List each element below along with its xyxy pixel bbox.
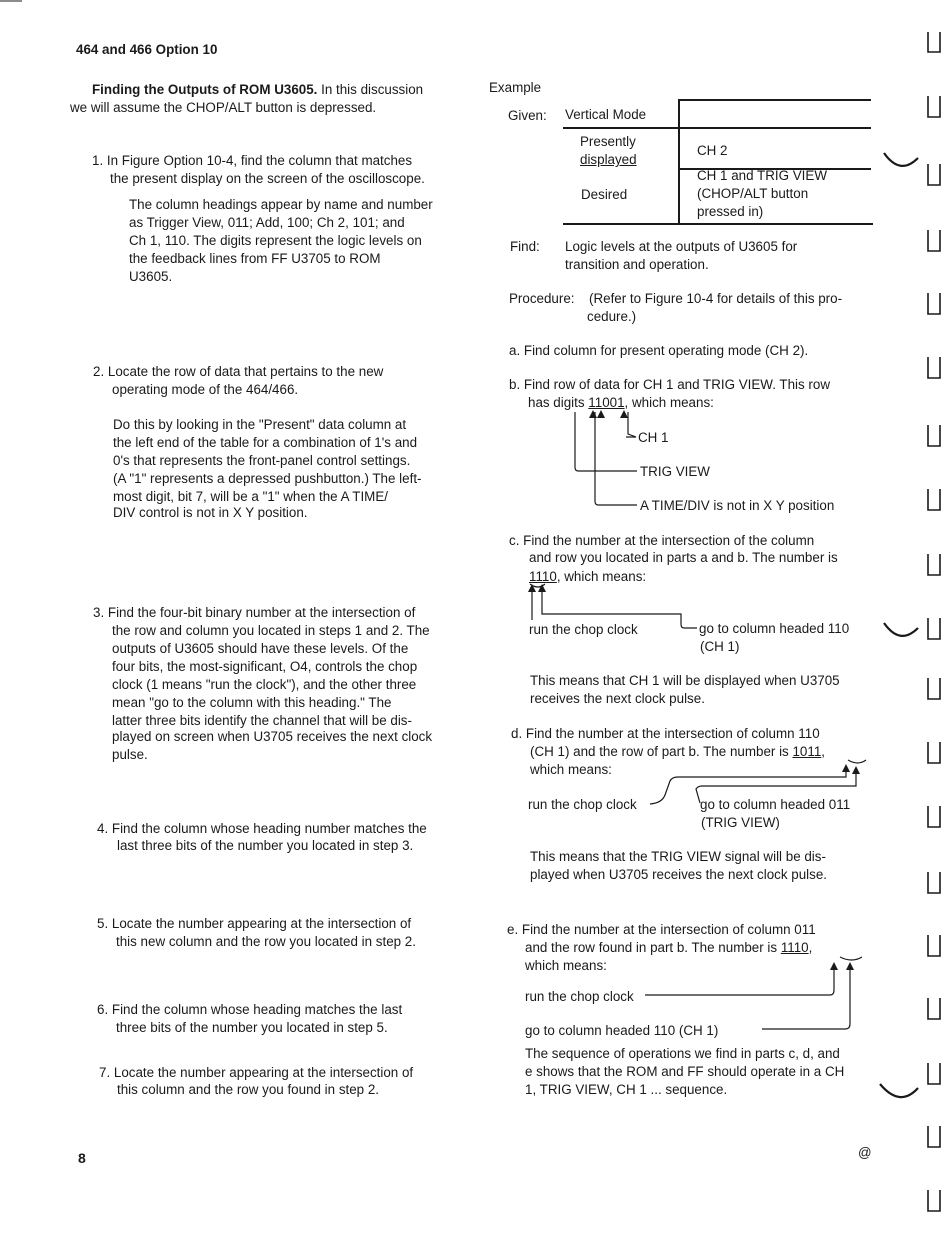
step-c-after: receives the next clock pulse. — [530, 691, 705, 706]
b-arrow-time — [595, 412, 637, 505]
find-text: transition and operation. — [565, 257, 709, 272]
table-row1-right: CH 2 — [697, 143, 728, 158]
step-5-line: 5. Locate the number appearing at the intersection of — [97, 916, 412, 931]
c-arrow-go — [542, 592, 697, 628]
step-3-line: outputs of U3605 should have these levels. Of the — [112, 641, 409, 656]
step-c-line: and row you located in parts a and b. The number is — [529, 550, 838, 565]
arrowhead — [846, 962, 854, 970]
digits-11001: 11001 — [588, 395, 625, 410]
arrowhead — [852, 766, 860, 774]
table-row1-left: displayed — [580, 152, 637, 167]
step-4-line: last three bits of the number you located in step 3. — [117, 838, 414, 853]
example-label: Example — [489, 80, 542, 95]
intro-line-2: we will assume the CHOP/ALT button is depressed. — [70, 100, 377, 115]
arrowhead — [528, 584, 536, 592]
step-1-note-line: as Trigger View, 011; Add, 100; Ch 2, 101; and — [129, 215, 405, 230]
step-d-text: (CH 1) and the row of part b. The number is — [530, 744, 793, 759]
step-c-line: c. Find the number at the intersection of the column — [509, 533, 815, 548]
step-3-line: four bits, the most-significant, O4, controls the chop — [112, 659, 418, 674]
digits-1011: 1011 — [792, 744, 822, 759]
find-text: Logic levels at the outputs of U3605 for — [565, 239, 798, 254]
b-arrow-ch1 — [626, 412, 636, 437]
step-3-line: pulse. — [112, 747, 148, 762]
step-3-line: clock (1 means "run the clock"), and the other three — [112, 677, 417, 692]
step-3-line: mean "go to the column with this heading." The — [112, 695, 392, 710]
step-d-after: played when U3705 receives the next clock pulse. — [530, 867, 828, 882]
table-row2-right: pressed in) — [697, 204, 764, 219]
table-header-left: Vertical Mode — [565, 107, 647, 122]
e-arrow-go — [762, 968, 850, 1029]
step-1-note-line: U3605. — [129, 269, 173, 284]
step-b-text: , which means: — [624, 395, 714, 410]
procedure-label: Procedure: — [509, 291, 575, 306]
step-e-after: 1, TRIG VIEW, CH 1 ... sequence. — [525, 1082, 728, 1097]
find-label: Find: — [510, 239, 540, 254]
step-b-text: has digits — [528, 395, 589, 410]
step-1-line: 1. In Figure Option 10-4, find the column that matches — [92, 153, 413, 168]
step-3-line: latter three bits identify the channel that will be dis- — [112, 713, 412, 728]
step-2-note-line: (A "1" represents a depressed pushbutton.) The left- — [113, 471, 422, 486]
step-c-text: , which means: — [556, 569, 647, 584]
arrowhead — [842, 764, 850, 772]
binding-curl — [884, 623, 918, 636]
step-1-note-line: Ch 1, 110. The digits represent the logic levels on — [129, 233, 422, 248]
step-d-line: which means: — [530, 762, 612, 777]
step-2-note-line: the left end of the table for a combination of 1's and — [113, 435, 418, 450]
step-e-line: which means: — [525, 958, 607, 973]
digits-1110: 1110 — [529, 569, 557, 584]
binding-curl — [880, 1084, 918, 1097]
step-d-after: This means that the TRIG VIEW signal will be dis- — [530, 849, 826, 864]
step-d-text: , — [821, 744, 826, 759]
d-label-run-clock: run the chop clock — [528, 797, 637, 812]
footer-mark: @ — [858, 1145, 872, 1160]
e-arrow-run — [645, 968, 834, 995]
step-2-line: 2. Locate the row of data that pertains to the new — [93, 364, 384, 379]
step-2-line: operating mode of the 464/466. — [112, 382, 299, 397]
digits-1110-e: 1110 — [780, 940, 809, 955]
page-header: 464 and 466 Option 10 — [76, 42, 218, 57]
arrowhead — [538, 584, 546, 592]
step-a: a. Find column for present operating mode (CH 2). — [509, 343, 809, 358]
binding-marks — [880, 153, 918, 1097]
step-e-text: and the row found in part b. The number is — [525, 940, 781, 955]
b-label-trig-view: TRIG VIEW — [640, 464, 710, 479]
step-1-note-line: the feedback lines from FF U3705 to ROM — [129, 251, 381, 266]
procedure-text: cedure.) — [587, 309, 637, 324]
step-2-note-line: 0's that represents the front-panel control settings. — [113, 453, 411, 468]
c-label-run-clock: run the chop clock — [529, 622, 638, 637]
step-e-text: , — [808, 940, 813, 955]
page-number: 8 — [78, 1150, 86, 1166]
step-3-line: played on screen when U3705 receives the next clock — [112, 729, 433, 744]
step-2-note-line: most digit, bit 7, will be a "1" when the A TIME/ — [113, 489, 388, 504]
step-7-line: 7. Locate the number appearing at the intersection of — [99, 1065, 414, 1080]
b-label-time-div: A TIME/DIV is not in X Y position — [640, 498, 835, 513]
e-label-go-column: go to column headed 110 (CH 1) — [525, 1023, 719, 1038]
step-5-line: this new column and the row you located in step 2. — [116, 934, 416, 949]
table-row1-left: Presently — [580, 134, 636, 149]
step-4-line: 4. Find the column whose heading number matches the — [97, 821, 427, 836]
arrowhead — [589, 410, 597, 418]
step-1-note-line: The column headings appear by name and number — [129, 197, 433, 212]
b-label-ch1: CH 1 — [638, 430, 669, 445]
step-e-line: e. Find the number at the intersection of column 011 — [507, 922, 816, 937]
arrowhead — [597, 410, 605, 418]
step-e-after: The sequence of operations we find in parts c, d, and — [525, 1046, 840, 1061]
step-b-line: b. Find row of data for CH 1 and TRIG VIEW. This row — [509, 377, 831, 392]
step-2-note-line: Do this by looking in the "Present" data column at — [113, 417, 407, 432]
step-3-line: 3. Find the four-bit binary number at the intersection of — [93, 605, 416, 620]
table-row2-right: CH 1 and TRIG VIEW — [697, 168, 827, 183]
table-row2-right: (CHOP/ALT button — [697, 186, 809, 201]
arrowhead — [830, 962, 838, 970]
c-label-ch1: (CH 1) — [700, 639, 740, 654]
d-label-trig-view: (TRIG VIEW) — [701, 815, 780, 830]
brace-1011 — [848, 760, 866, 763]
procedure-text: (Refer to Figure 10-4 for details of this pro- — [589, 291, 843, 306]
step-d-line: d. Find the number at the intersection of column 110 — [511, 726, 820, 741]
intro-heading: Finding the Outputs of ROM U3605. — [92, 82, 318, 97]
c-label-go-column: go to column headed 110 — [699, 621, 850, 636]
intro-text: In this discussion — [317, 82, 424, 97]
d-label-go-column: go to column headed 011 — [700, 797, 851, 812]
step-6-line: three bits of the number you located in step 5. — [116, 1020, 388, 1035]
step-e-after: e shows that the ROM and FF should operate in a CH — [525, 1064, 845, 1079]
step-2-note-line: DIV control is not in X Y position. — [113, 505, 308, 520]
step-1-line: the present display on the screen of the oscilloscope. — [110, 171, 425, 186]
given-label: Given: — [508, 108, 547, 123]
arrowhead — [620, 410, 628, 418]
step-c-after: This means that CH 1 will be displayed when U3705 — [530, 673, 840, 688]
step-6-line: 6. Find the column whose heading matches the last — [97, 1002, 403, 1017]
step-7-line: this column and the row you found in step 2. — [117, 1082, 380, 1097]
table-row2-left: Desired — [581, 187, 628, 202]
e-label-run-clock: run the chop clock — [525, 989, 634, 1004]
brace-1110-e — [840, 957, 862, 960]
step-3-line: the row and column you located in steps 1 and 2. The — [112, 623, 430, 638]
binding-curl — [884, 153, 918, 166]
binding-holes — [928, 32, 940, 1211]
